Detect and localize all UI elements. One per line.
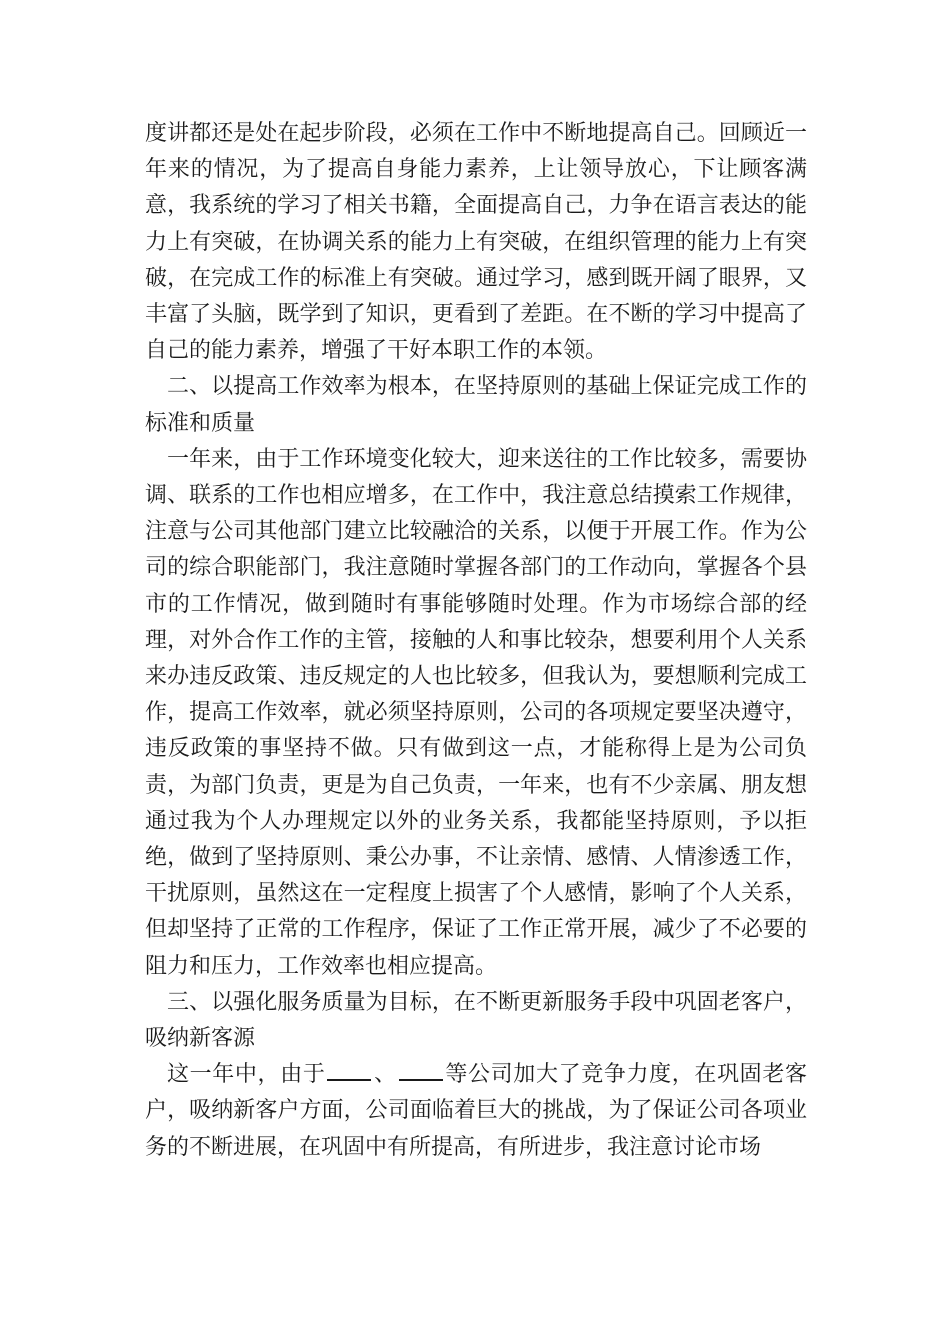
paragraph-1: 度讲都还是处在起步阶段，必须在工作中不断地提高自己。回顾近一年来的情况，为了提高自身能力素养，上让领导放心，下让顾客满意，我系统的学习了相关书籍，全面提高自己，力争在语言表达的能力上有突破，在协调关系的能力上有突破，在组织管理的能力上有突破，在完成工作的标准上有突破。通过学习，感到既开阔了眼界，又丰富了头脑，既学到了知识，更看到了差距。在不断的学习中提高了自己的能力素养，增强了干好本职工作的本领。 <box>145 121 807 364</box>
section-heading-2: 二、以提高工作效率为根本，在坚持原则的基础上保证完成工作的标准和质量 <box>145 374 807 436</box>
section-heading-3: 三、以强化服务质量为目标，在不断更新服务手段中巩固老客户，吸纳新客源 <box>145 989 807 1052</box>
paragraph-2: 一年来，由于工作环境变化较大，迎来送往的工作比较多，需要协调、联系的工作也相应增多，在工作中，我注意总结摸索工作规律，注意与公司其他部门建立比较融洽的关系，以便于开展工作。作为公司的综合职能部门，我注意随时掌握各部门的工作动向，掌握各个县市的工作情况，做到随时有事能够随时处理。作为市场综合部的经理，对外合作工作的主管，接触的人和事比较杂，想要利用个人关系来办违反政策、违反规定的人也比较多，但我认为，要想顺利完成工作，提高工作效率，就必须坚持原则，公司的各项规定要坚决遵守，违反政策的事坚持不做。只有做到这一点，才能称得上是为公司负责，为部门负责，更是为自己负责，一年来，也有不少亲属、朋友想通过我为个人办理规定以外的业务关系，我都能坚持原则，予以拒绝，做到了坚持原则、秉公办事，不让亲情、感情、人情渗透工作，干扰原则，虽然这在一定程度上损害了个人感情，影响了个人关系，但却坚持了正常的工作程序，保证了工作正常开展，减少了不必要的阻力和压力，工作效率也相应提高。 <box>145 446 807 979</box>
paragraph-3 <box>145 1057 807 1166</box>
blank-underline-2 <box>399 1061 443 1081</box>
paragraph-3-text-before: 这一年中，由于 <box>167 1062 326 1088</box>
document-body <box>145 116 807 1166</box>
paragraph-3-text-after: 等公司加大了竞争力度，在巩固老客户，吸纳新客户方面，公司面临着巨大的挑战，为了保证公司各项业务的不断进展，在巩固中有所提高，有所进步，我注意讨论市场 <box>145 1062 807 1160</box>
blank-underline-1 <box>327 1061 371 1081</box>
paragraph-3-separator: 、 <box>373 1062 397 1088</box>
